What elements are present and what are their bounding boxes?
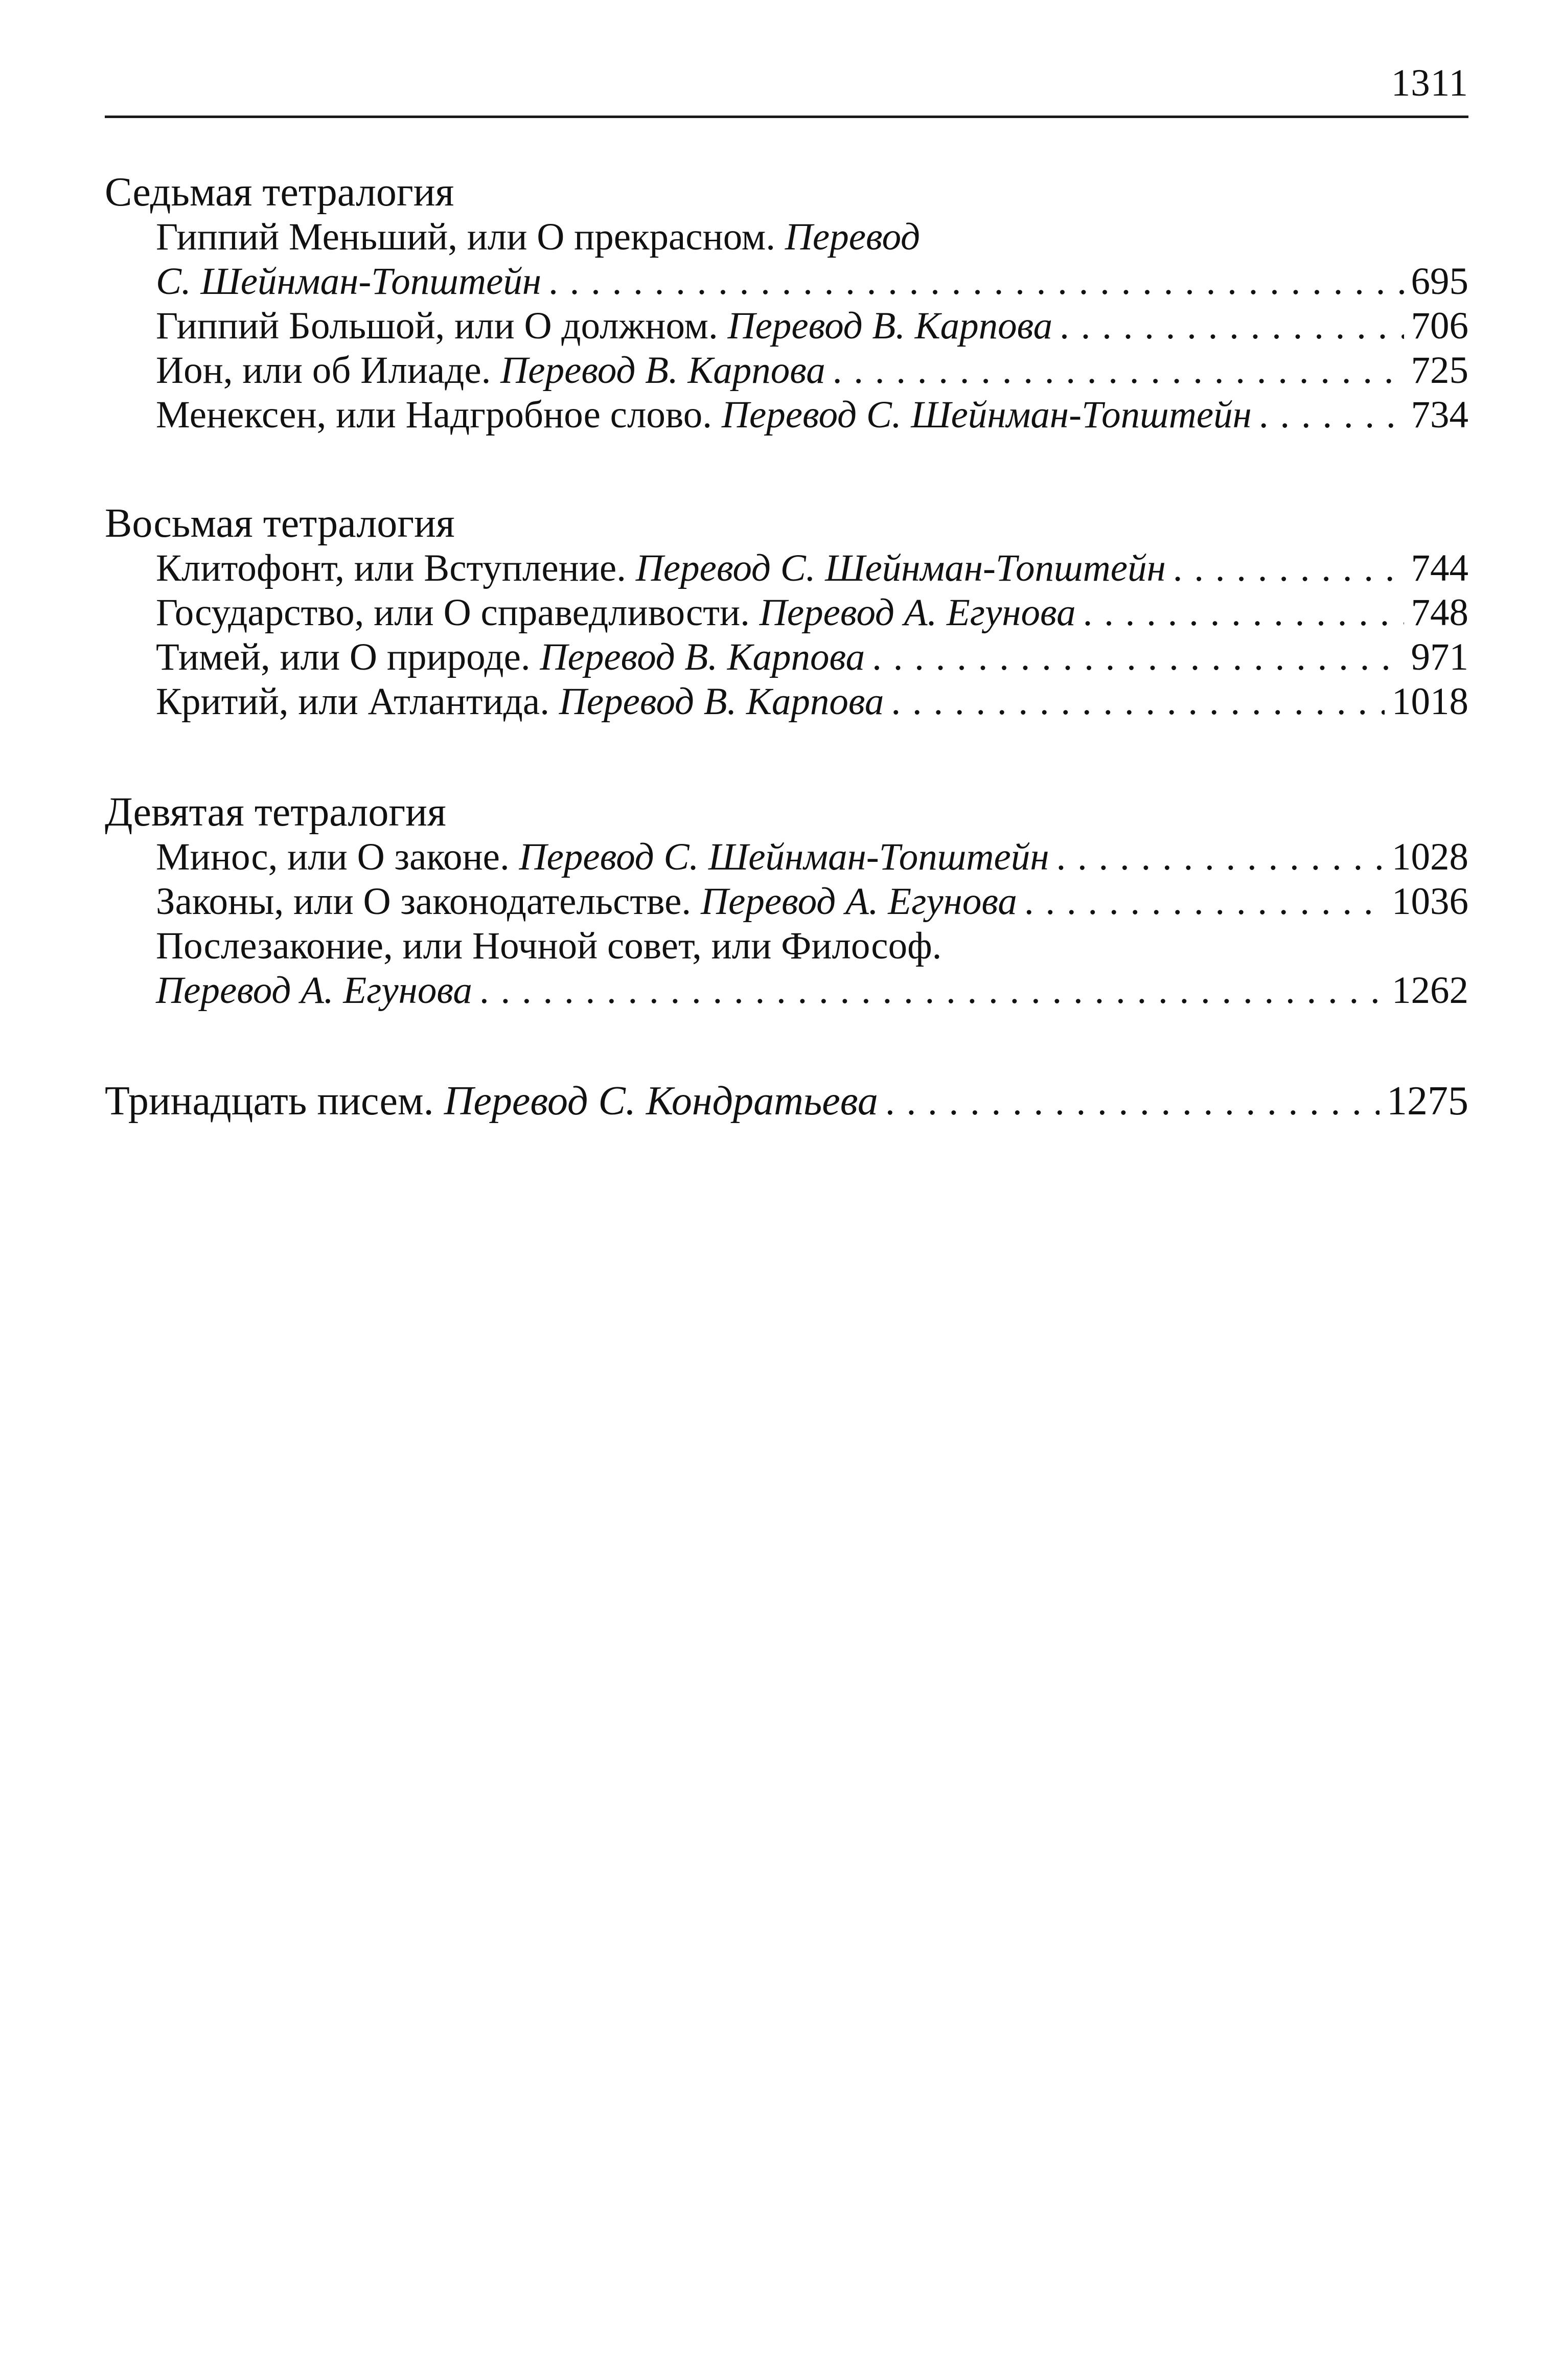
dot-leader	[1049, 835, 1385, 879]
toc-entry-line	[156, 924, 1468, 968]
toc-entry[interactable]	[156, 393, 1468, 437]
entry-translator: Перевод А. Егунова	[156, 969, 472, 1012]
toc-entry[interactable]	[156, 546, 1468, 590]
toc-entry[interactable]	[156, 924, 1468, 1013]
entry-page-number: 725	[1411, 349, 1468, 392]
toc-entry[interactable]	[156, 835, 1468, 879]
toc-entry[interactable]	[156, 879, 1468, 924]
toc-entry-line	[156, 546, 1468, 590]
entry-translator: Перевод В. Карпова	[540, 636, 865, 678]
entry-title: Гиппий Меньший, или О прекрасном. Перевод	[156, 216, 921, 258]
entry-title: Ион, или об Илиаде. Перевод В. Карпова	[156, 349, 825, 392]
header-rule	[105, 116, 1468, 118]
section-entries	[156, 546, 1468, 724]
section-heading: Восьмая тетралогия	[105, 501, 455, 546]
entry-translator: Перевод	[785, 216, 921, 258]
toc-entry-line	[156, 635, 1468, 679]
entry-translator: Перевод В. Карпова	[500, 349, 825, 392]
entry-title: Тимей, или О природе. Перевод В. Карпова	[156, 636, 865, 678]
entry-page-number: 1262	[1392, 969, 1468, 1012]
toc-section-seventh-tetralogy	[105, 170, 1468, 437]
dot-leader	[541, 259, 1404, 304]
entry-title: Послезаконие, или Ночной совет, или Философ.	[156, 925, 942, 967]
toc-entry-line	[156, 879, 1468, 924]
dot-leader	[1166, 546, 1404, 590]
entry-title: Государство, или О справедливости. Перевод А. Егунова	[156, 591, 1076, 634]
entry-page-number: 748	[1411, 591, 1468, 634]
entry-page-number: 744	[1411, 547, 1468, 589]
entry-translator: Перевод В. Карпова	[727, 305, 1053, 347]
toc-entry[interactable]	[156, 215, 1468, 304]
entry-translator: Перевод С. Шейнман-Топштейн	[721, 394, 1252, 436]
entry-title: Тринадцать писем. Перевод С. Кондратьева	[105, 1079, 878, 1124]
entry-translator: С. Шейнман-Топштейн	[156, 260, 542, 303]
toc-entry-line	[156, 679, 1468, 724]
toc-entry[interactable]	[156, 635, 1468, 679]
entry-page-number: 695	[1411, 260, 1468, 303]
toc-entry[interactable]	[105, 1079, 1468, 1125]
entry-translator: Перевод С. Кондратьева	[444, 1079, 878, 1124]
toc-entry[interactable]	[156, 348, 1468, 393]
entry-translator: Перевод А. Егунова	[759, 591, 1076, 634]
entry-title: Критий, или Атлантида. Перевод В. Карпова	[156, 680, 884, 723]
toc-entry-line	[156, 304, 1468, 348]
entry-translator: Перевод С. Шейнман-Топштейн	[635, 547, 1166, 589]
section-entries	[156, 835, 1468, 1013]
dot-leader	[825, 348, 1404, 393]
page-number: 1311	[1391, 62, 1468, 104]
entry-page-number: 1036	[1392, 880, 1468, 923]
section-heading: Седьмая тетралогия	[105, 170, 454, 215]
entry-page-number: 734	[1411, 394, 1468, 436]
section-entries	[156, 215, 1468, 437]
entry-translator: Перевод А. Егунова	[700, 880, 1017, 923]
dot-leader	[1052, 304, 1404, 348]
entry-translator: Перевод С. Шейнман-Топштейн	[519, 836, 1049, 878]
toc-entry-line	[156, 393, 1468, 437]
toc-entry-line	[156, 259, 1468, 304]
toc-entry-line	[105, 1079, 1468, 1125]
dot-leader	[1017, 879, 1385, 924]
entry-page-number: 706	[1411, 305, 1468, 347]
toc-entry[interactable]	[156, 304, 1468, 348]
toc-entry-line	[156, 590, 1468, 635]
toc-entry[interactable]	[156, 679, 1468, 724]
entry-title: Менексен, или Надгробное слово. Перевод С. Шейнман-Топштейн	[156, 394, 1252, 436]
toc-entry[interactable]	[156, 590, 1468, 635]
entry-page-number: 1018	[1392, 680, 1468, 723]
dot-leader	[1076, 590, 1404, 635]
toc-entry-line	[156, 348, 1468, 393]
toc-section-eighth-tetralogy	[105, 501, 1468, 724]
toc-entry-line	[156, 835, 1468, 879]
entry-page-number: 971	[1411, 636, 1468, 678]
dot-leader	[865, 635, 1404, 679]
dot-leader	[1252, 393, 1404, 437]
toc-section-ninth-tetralogy	[105, 790, 1468, 1013]
entry-title: Минос, или О законе. Перевод С. Шейнман-Топштейн	[156, 836, 1049, 878]
entry-title: Клитофонт, или Вступление. Перевод С. Шейнман-Топштейн	[156, 547, 1166, 589]
entry-page-number: 1028	[1392, 836, 1468, 878]
toc-entry-line	[156, 215, 1468, 259]
dot-leader	[472, 968, 1385, 1013]
toc-section-letters	[105, 1079, 1468, 1125]
toc-entry-line	[156, 968, 1468, 1013]
entry-title: Гиппий Большой, или О должном. Перевод В. Карпова	[156, 305, 1053, 347]
section-heading: Девятая тетралогия	[105, 790, 446, 835]
dot-leader	[878, 1080, 1380, 1125]
entry-translator: Перевод В. Карпова	[559, 680, 884, 723]
dot-leader	[884, 679, 1385, 724]
entry-page-number: 1275	[1387, 1079, 1468, 1124]
entry-title: Законы, или О законодательстве. Перевод А. Егунова	[156, 880, 1017, 923]
